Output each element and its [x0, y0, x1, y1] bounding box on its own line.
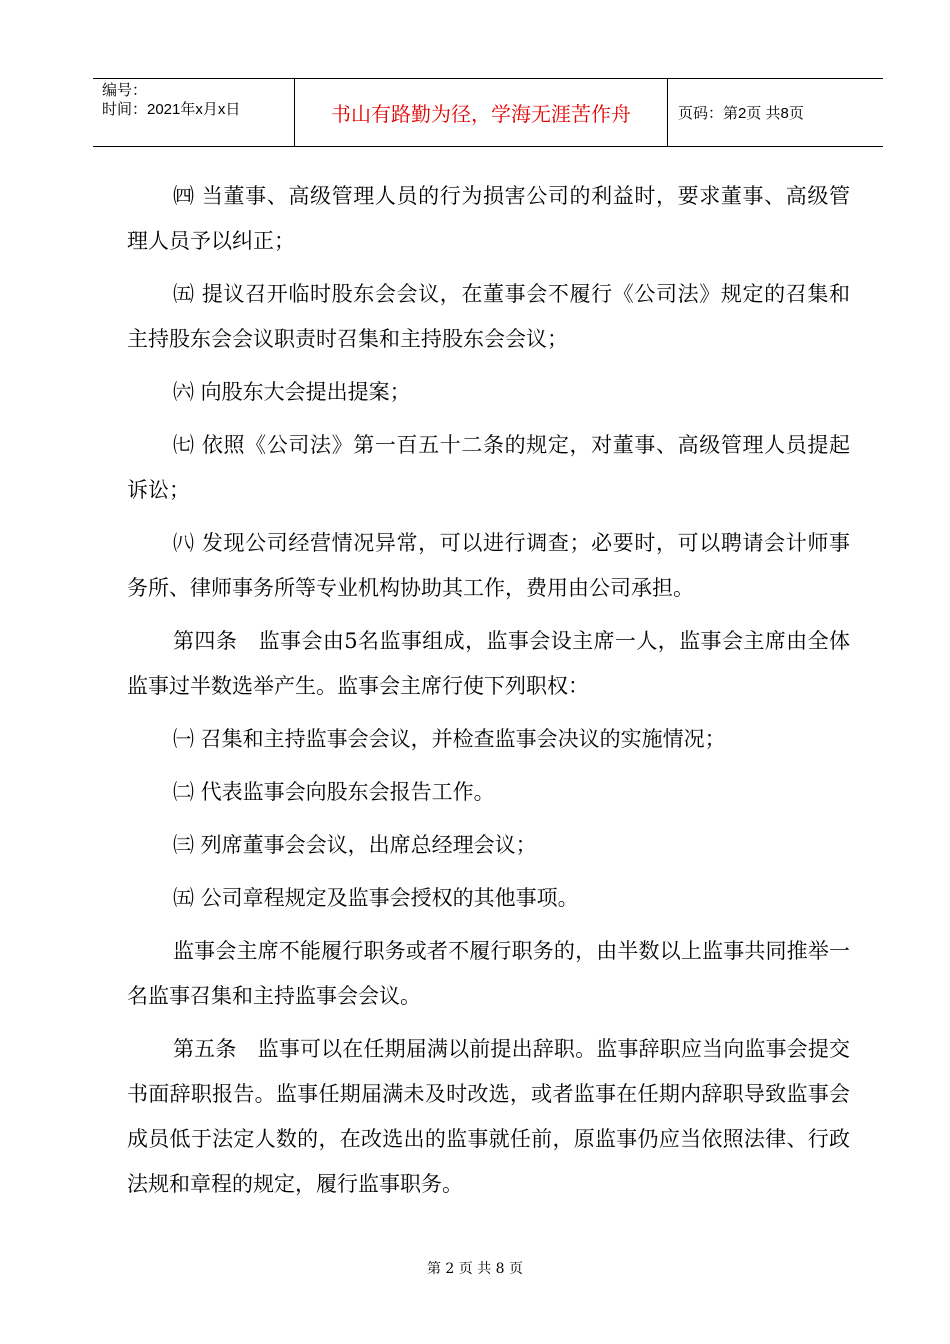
- page-footer: 第 2 页 共 8 页: [426, 1261, 524, 1277]
- page-header: [93, 78, 883, 147]
- paragraph: ㈠ 召集和主持监事会会议，并检查监事会决议的实施情况；: [173, 727, 726, 751]
- paragraph: 监事会主席不能履行职务或者不履行职务的，由半数以上监事共同推举一名监事召集和主持监事会会议。: [127, 939, 850, 1008]
- paragraph: ㈢ 列席董事会会议，出席总经理会议；: [173, 833, 537, 857]
- header-motto: 书山有路勤为径，学海无涯苦作舟: [331, 102, 631, 126]
- header-meta: [102, 81, 292, 119]
- number-label: 编号：: [102, 82, 148, 99]
- paragraph: ㈣ 当董事、高级管理人员的行为损害公司的利益时，要求董事、高级管理人员予以纠正；: [127, 184, 850, 253]
- header-page-code: 页码：第2页 共8页: [678, 105, 804, 122]
- paragraph: ㈦ 依照《公司法》第一百五十二条的规定，对董事、高级管理人员提起诉讼；: [127, 433, 850, 502]
- paragraph: ㈤ 公司章程规定及监事会授权的其他事项。: [173, 886, 579, 910]
- header-divider: [667, 79, 668, 146]
- document-body: [127, 174, 850, 1215]
- paragraph: ㈥ 向股东大会提出提案；: [173, 380, 411, 404]
- paragraph: 第四条 监事会由5名监事组成，监事会设主席一人，监事会主席由全体监事过半数选举产生。监事会主席行使下列职权：: [127, 629, 850, 698]
- paragraph: ㈤ 提议召开临时股东会会议，在董事会不履行《公司法》规定的召集和主持股东会会议职责时召集和主持股东会会议；: [127, 282, 850, 351]
- time-label: 时间：2021年x月x日: [102, 101, 241, 118]
- paragraph: ㈡ 代表监事会向股东会报告工作。: [173, 780, 495, 804]
- paragraph: ㈧ 发现公司经营情况异常，可以进行调查；必要时，可以聘请会计师事务所、律师事务所等专业机构协助其工作，费用由公司承担。: [127, 531, 850, 600]
- paragraph: 第五条 监事可以在任期届满以前提出辞职。监事辞职应当向监事会提交书面辞职报告。监事任期届满未及时改选，或者监事在任期内辞职导致监事会成员低于法定人数的，在改选出的监事就任前，原监事仍应当依照法律、行政法规和章程的规定，履行监事职务。: [127, 1037, 850, 1196]
